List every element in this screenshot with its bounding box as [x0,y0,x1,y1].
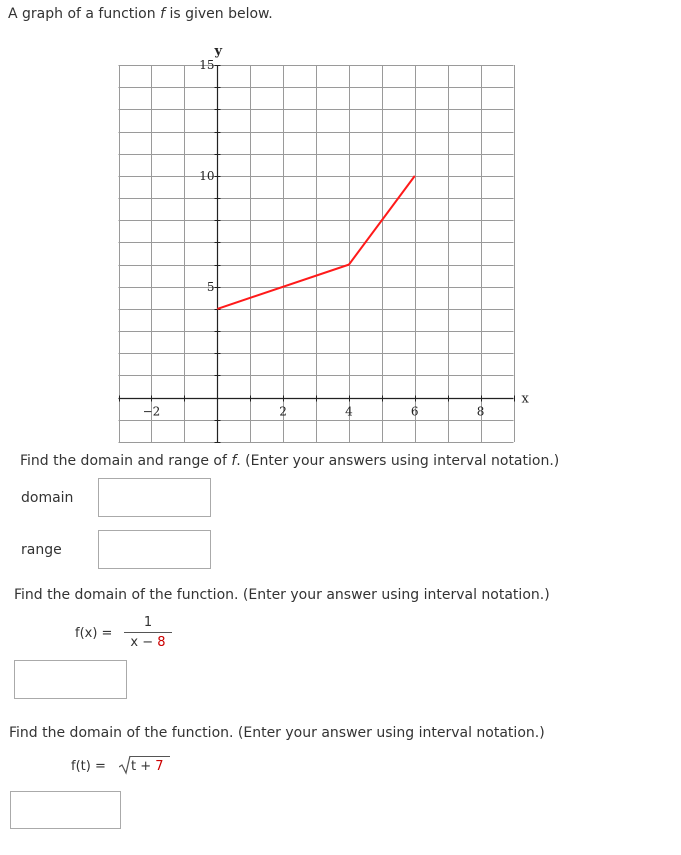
x-tick-label: 2 [279,404,287,419]
denom-op: − [138,635,158,650]
domain-input-3[interactable] [10,791,121,829]
grid [119,65,515,443]
domain-prompt-3: Find the domain of the function. (Enter your answer using interval notation.) [9,725,545,741]
prompt-suffix: . (Enter your answers using interval notation.) [236,453,560,469]
function-lhs-3: f(t) = [71,759,106,774]
denom-var: x [130,635,139,650]
domain-prompt-2: Find the domain of the function. (Enter your answer using interval notation.) [14,587,550,603]
x-axis-label: x [521,391,529,407]
radical-bar [130,756,170,757]
intro-var: f [160,6,166,22]
radicand [131,759,164,774]
tick-labels [143,44,530,419]
fraction-bar [124,632,172,633]
denominator [124,635,172,650]
x-tick-label: −2 [142,404,161,419]
y-tick-label: 5 [206,279,215,294]
y-axis-label: y [214,44,223,59]
domain-label: domain [21,490,74,506]
domain-input[interactable] [98,478,211,517]
y-tick-label: 10 [199,168,215,183]
x-tick-label: 6 [410,404,419,419]
range-label: range [21,542,62,558]
x-tick-label: 8 [476,404,485,419]
intro-prefix: A graph of a function [8,6,161,22]
radical-sign-icon [119,755,131,775]
y-tick-label: 15 [199,58,215,72]
function-lhs-2: f(x) = [75,626,113,641]
radical-var: t [131,759,137,774]
intro-suffix: is given below. [165,6,273,22]
radical-op: + [136,759,156,774]
range-input[interactable] [98,530,211,569]
prompt-prefix: Find the domain and range of [20,453,232,469]
numerator: 1 [143,615,153,630]
radical-const: 7 [155,759,164,774]
x-tick-label: 4 [345,404,353,419]
domain-range-prompt [20,453,559,469]
denom-const: 8 [157,635,166,650]
prompt-var: f [231,453,237,469]
domain-input-2[interactable] [14,660,127,699]
